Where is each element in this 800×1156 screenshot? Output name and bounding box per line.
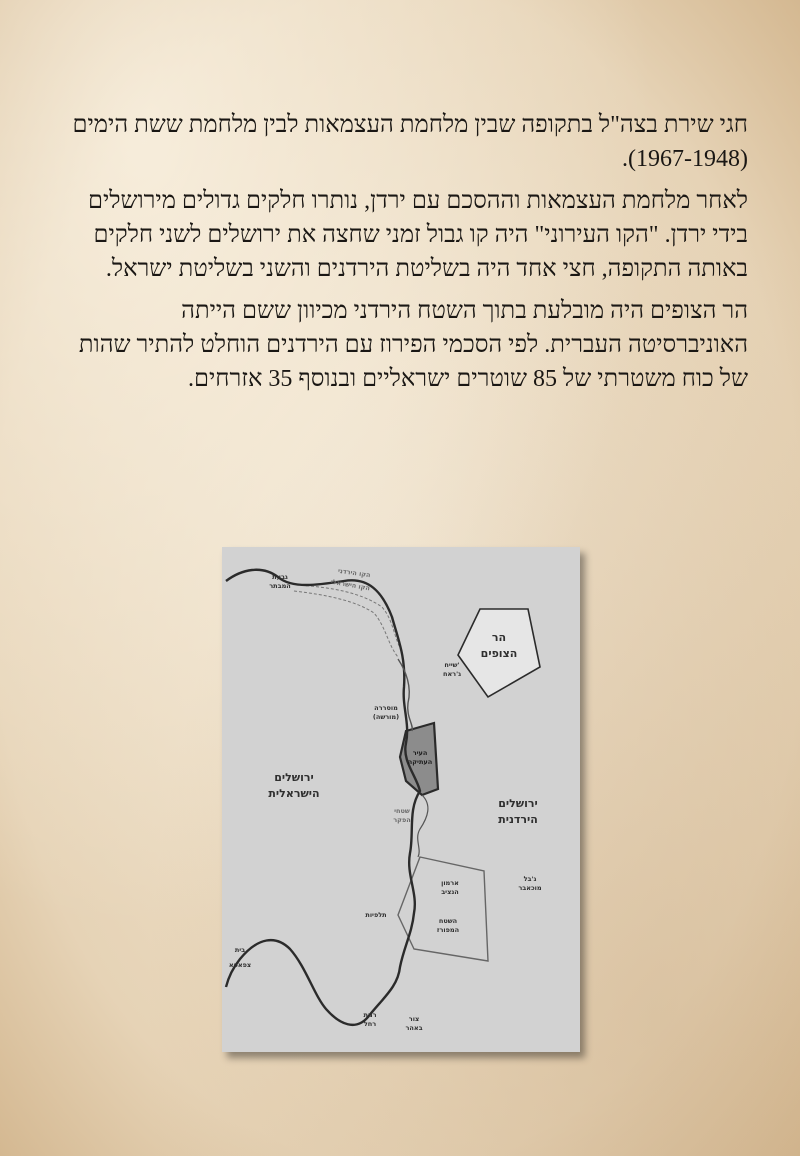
- label-demilitarized-zone-1: השטח: [438, 917, 458, 925]
- armistice-line: [226, 570, 420, 1025]
- label-musrara-2: (מורשה): [372, 713, 400, 721]
- label-demilitarized-zone-2: המפורז: [436, 926, 460, 934]
- label-har-hatsofim-2: הצופים: [480, 647, 518, 660]
- label-israeli-jerusalem-1: ירושלים: [274, 771, 314, 784]
- label-musrara-1: מוסררה: [374, 704, 398, 712]
- label-tsur-baher-2: באהר: [405, 1024, 423, 1032]
- label-ramat-rachel-2: רחל: [363, 1020, 377, 1028]
- label-jordanian-jerusalem-1: ירושלים: [498, 797, 538, 810]
- paragraph-mount-scopus: הר הצופים היה מובלעת בתוך השטח הירדני מכיוון ששם הייתה האוניברסיטה העברית. לפי הסכמי הפירוז עם הירדנים הוחלט להתיר שהות של כוח משטרתי של 85 שוטרים ישראליים ובנוסף 35 אזרחים.: [78, 298, 748, 392]
- label-sheikh-jarrah-2: ג'ראח: [442, 670, 462, 678]
- label-beit-tsafafa-2: צפאפא: [228, 961, 252, 969]
- paragraph-service: חגי שירת בצה"ל בתקופה שבין מלחמת העצמאות לבין מלחמת ששת הימים (1967-1948).: [72, 112, 748, 172]
- label-givat-hamivtar-1: גבעת: [272, 573, 288, 581]
- label-no-mans-land-1: שטחי: [394, 807, 410, 815]
- jordanian-line: [296, 585, 402, 651]
- label-talpiot: תלפיות: [365, 911, 387, 919]
- label-beit-tsafafa-1: בית: [234, 946, 246, 954]
- demilitarized-zone: [398, 857, 488, 961]
- label-tsur-baher-1: צור: [408, 1015, 420, 1023]
- label-jabel-mukaber-2: מוכאבר: [518, 884, 542, 892]
- label-givat-hamivtar-2: המבתר: [269, 582, 291, 590]
- label-har-hatsofim-1: הר: [491, 631, 507, 644]
- no-mans-land-strip: [418, 795, 428, 857]
- label-old-city-1: העיר: [412, 749, 428, 757]
- label-israeli-jerusalem-2: הישראלית: [268, 787, 320, 800]
- label-sheikh-jarrah-1: שייח': [444, 661, 460, 669]
- article-text: [72, 108, 748, 404]
- label-armon-hanatziv-1: ארמון: [441, 879, 459, 887]
- label-jordanian-line: הקו הירדני: [337, 566, 372, 580]
- label-jordanian-jerusalem-2: הירדנית: [498, 813, 538, 826]
- israeli-line: [294, 591, 398, 657]
- label-jabel-mukaber-1: ג'בל: [523, 875, 537, 883]
- label-israeli-line: הקו הישראלי: [330, 577, 371, 593]
- label-no-mans-land-2: הפקר: [393, 816, 411, 824]
- label-ramat-rachel-1: רמת: [363, 1011, 377, 1019]
- map-svg: [222, 547, 580, 1052]
- paragraph-city-line: לאחר מלחמת העצמאות וההסכם עם ירדן, נותרו חלקים גדולים מירושלים בידי ירדן. "הקו העירוני" היה קו גבול זמני שחצה את ירושלים לשני חלקים באותה התקופה, חצי אחד היה בשליטת הירדנים והשני בשליטת ישראל.: [87, 188, 748, 282]
- label-old-city-2: העתיקה: [407, 758, 433, 766]
- label-armon-hanatziv-2: הנציב: [441, 888, 459, 896]
- jerusalem-divided-map: [222, 547, 580, 1052]
